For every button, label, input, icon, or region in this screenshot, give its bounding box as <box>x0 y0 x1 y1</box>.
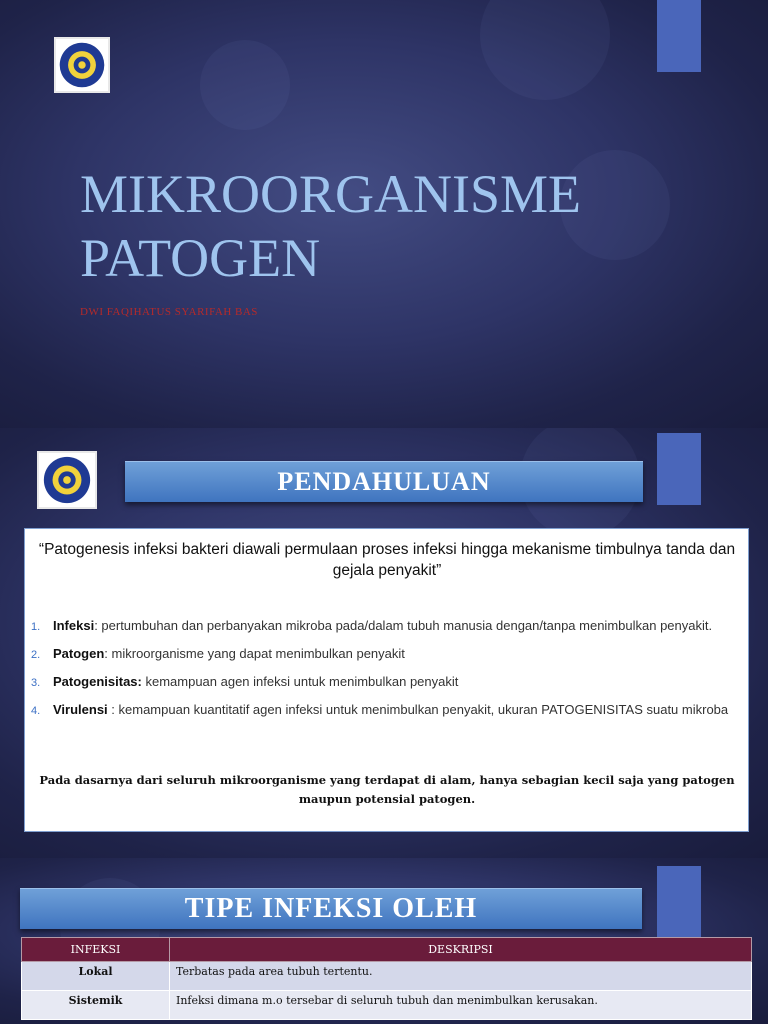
table-header-row <box>22 938 752 962</box>
slide-title <box>0 0 768 428</box>
list-number: 1. <box>31 621 41 633</box>
list-item <box>25 617 745 635</box>
definition-term: Patogenisitas: <box>53 674 142 689</box>
accent-bar <box>657 0 701 72</box>
infection-table <box>21 937 752 1020</box>
bokeh-decoration <box>200 40 290 130</box>
section-banner: TIPE INFEKSI OLEH <box>20 888 642 929</box>
definition-term: Infeksi <box>53 618 95 633</box>
list-item <box>25 645 745 663</box>
title-line-2: PATOGEN <box>80 228 321 288</box>
table-cell: Lokal <box>22 962 170 991</box>
title-line-1: MIKROORGANISME <box>80 164 582 224</box>
list-number: 3. <box>31 677 41 689</box>
table-cell: Terbatas pada area tubuh tertentu. <box>170 962 752 991</box>
accent-bar <box>657 433 701 505</box>
definition-text: : pertumbuhan dan perbanyakan mikroba pada/dalam tubuh manusia dengan/tanpa menimbulkan penyakit. <box>94 618 713 633</box>
list-item <box>25 701 745 719</box>
accent-bar <box>657 866 701 938</box>
table-cell: Infeksi dimana m.o tersebar di seluruh tubuh dan menimbulkan kerusakan. <box>170 991 752 1020</box>
seal-icon <box>56 39 108 91</box>
summary-note: Pada dasarnya dari seluruh mikroorganisme yang terdapat di alam, hanya sebagian kecil saja yang patogen maupun potensial patogen. <box>39 773 735 806</box>
list-item <box>25 673 745 691</box>
author-name: DWI FAQIHATUS SYARIFAH BAS <box>80 306 258 318</box>
section-banner: PENDAHULUAN <box>125 461 643 502</box>
list-number: 4. <box>31 705 41 717</box>
content-card <box>24 528 749 832</box>
slide-title-text <box>80 162 581 290</box>
table-row <box>22 962 752 991</box>
university-logo <box>37 451 97 509</box>
definition-text: : kemampuan kuantitatif agen infeksi untuk menimbulkan penyakit, ukuran PATOGENISITAS suatu mikroba <box>107 702 729 717</box>
slide-infection-types <box>0 858 768 1024</box>
definition-term: Patogen <box>53 646 105 661</box>
column-header: INFEKSI <box>22 938 170 962</box>
seal-icon <box>39 453 95 507</box>
definition-text: kemampuan agen infeksi untuk menimbulkan penyakit <box>141 674 459 689</box>
table-cell: Sistemik <box>22 991 170 1020</box>
university-logo <box>54 37 110 93</box>
intro-quote: “Patogenesis infeksi bakteri diawali permulaan proses infeksi hingga mekanisme timbulnya tanda dan gejala penyakit” <box>38 541 736 579</box>
list-number: 2. <box>31 649 41 661</box>
slide-introduction <box>0 428 768 858</box>
bokeh-decoration <box>480 0 610 100</box>
column-header: DESKRIPSI <box>170 938 752 962</box>
definition-term: Virulensi <box>53 702 108 717</box>
table-row <box>22 991 752 1020</box>
definition-text: : mikroorganisme yang dapat menimbulkan penyakit <box>104 646 405 661</box>
definition-list <box>25 617 745 729</box>
